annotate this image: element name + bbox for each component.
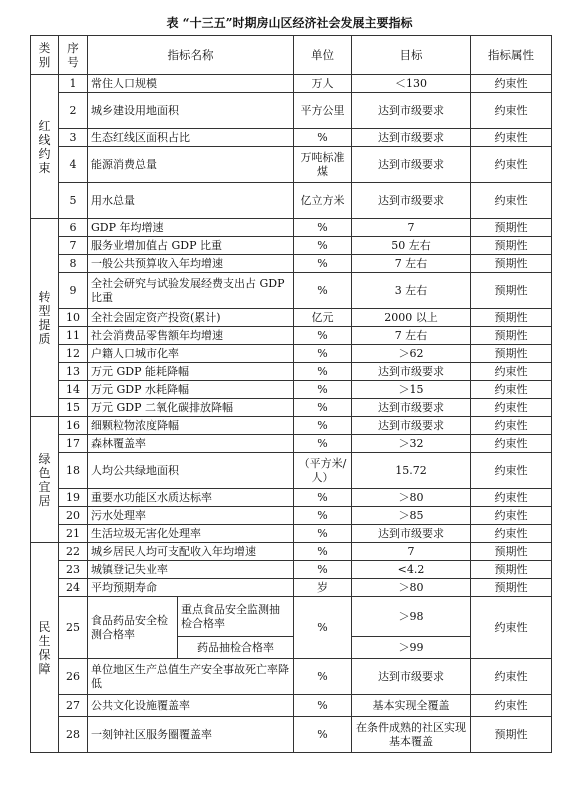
table-row [31,93,552,129]
attr-cell: 约束性 [471,489,552,507]
name-cell: 污水处理率 [88,507,294,525]
name-cell: 能源消费总量 [88,147,294,183]
seq-cell: 9 [59,273,88,309]
table-row [31,579,552,597]
table-row [31,659,552,695]
seq-cell: 21 [59,525,88,543]
target-cell: ＞80 [352,579,471,597]
name-cell: 公共文化设施覆盖率 [88,695,294,717]
name-cell: 万元 GDP 二氧化碳排放降幅 [88,399,294,417]
table-row [31,695,552,717]
target-cell: ＞98 [352,597,471,637]
table-row [31,327,552,345]
table-row [31,273,552,309]
sub-name-cell: 重点食品安全监测抽检合格率 [178,597,294,637]
unit-cell: % [294,435,352,453]
table-row [31,381,552,399]
unit-cell: （平方米/人） [294,453,352,489]
target-cell: ＞15 [352,381,471,399]
category-cell: 红线约束 [31,75,59,219]
attr-cell: 预期性 [471,255,552,273]
header-unit: 单位 [294,36,352,75]
name-cell: 户籍人口城市化率 [88,345,294,363]
target-cell: 达到市级要求 [352,659,471,695]
seq-cell: 19 [59,489,88,507]
attr-cell: 约束性 [471,435,552,453]
target-cell: 7 [352,543,471,561]
name-cell: 用水总量 [88,183,294,219]
name-cell: 社会消费品零售额年均增速 [88,327,294,345]
attr-cell: 约束性 [471,399,552,417]
attr-cell: 约束性 [471,507,552,525]
table-body [31,75,552,753]
attr-cell: 约束性 [471,695,552,717]
table-row [31,75,552,93]
unit-cell: 万人 [294,75,352,93]
seq-cell: 24 [59,579,88,597]
unit-cell: 亿元 [294,309,352,327]
unit-cell: % [294,399,352,417]
header-target: 目标 [352,36,471,75]
table-row [31,255,552,273]
unit-cell: 亿立方米 [294,183,352,219]
target-cell: <4.2 [352,561,471,579]
target-cell: 达到市级要求 [352,93,471,129]
unit-cell: % [294,381,352,399]
attr-cell: 预期性 [471,219,552,237]
seq-cell: 17 [59,435,88,453]
seq-cell: 23 [59,561,88,579]
seq-cell: 20 [59,507,88,525]
target-cell: 在条件成熟的社区实现基本覆盖 [352,717,471,753]
seq-cell: 7 [59,237,88,255]
seq-cell: 5 [59,183,88,219]
attr-cell: 预期性 [471,273,552,309]
table-row [31,597,552,637]
unit-cell: % [294,543,352,561]
unit-cell: % [294,273,352,309]
target-cell: ＞80 [352,489,471,507]
seq-cell: 11 [59,327,88,345]
target-cell: 达到市级要求 [352,363,471,381]
seq-cell: 26 [59,659,88,695]
name-cell: 食品药品安全检测合格率 [88,597,178,659]
target-cell: 50 左右 [352,237,471,255]
table-row [31,417,552,435]
seq-cell: 28 [59,717,88,753]
category-cell: 绿色宜居 [31,417,59,543]
unit-cell: % [294,363,352,381]
unit-cell: 万吨标准煤 [294,147,352,183]
target-cell: 15.72 [352,453,471,489]
table-row [31,345,552,363]
attr-cell: 约束性 [471,381,552,399]
seq-cell: 22 [59,543,88,561]
indicators-table [30,35,552,753]
table-row [31,489,552,507]
table-row [31,717,552,753]
name-cell: 重要水功能区水质达标率 [88,489,294,507]
attr-cell: 预期性 [471,717,552,753]
unit-cell: % [294,507,352,525]
attr-cell: 约束性 [471,453,552,489]
table-row [31,237,552,255]
attr-cell: 预期性 [471,543,552,561]
unit-cell: % [294,695,352,717]
name-cell: 平均预期寿命 [88,579,294,597]
name-cell: 生活垃圾无害化处理率 [88,525,294,543]
target-cell: ＞99 [352,637,471,659]
seq-cell: 18 [59,453,88,489]
table-row [31,183,552,219]
target-cell: 达到市级要求 [352,399,471,417]
seq-cell: 2 [59,93,88,129]
name-cell: 城镇登记失业率 [88,561,294,579]
attr-cell: 预期性 [471,309,552,327]
unit-cell: % [294,597,352,659]
seq-cell: 15 [59,399,88,417]
unit-cell: % [294,417,352,435]
attr-cell: 预期性 [471,345,552,363]
header-category: 类别 [31,36,59,75]
attr-cell: 约束性 [471,183,552,219]
table-row [31,543,552,561]
unit-cell: % [294,489,352,507]
name-cell: 森林覆盖率 [88,435,294,453]
seq-cell: 16 [59,417,88,435]
attr-cell: 约束性 [471,525,552,543]
attr-cell: 约束性 [471,597,552,659]
unit-cell: % [294,717,352,753]
unit-cell: % [294,561,352,579]
attr-cell: 约束性 [471,363,552,381]
target-cell: 2000 以上 [352,309,471,327]
table-row [31,363,552,381]
unit-cell: % [294,345,352,363]
attr-cell: 约束性 [471,659,552,695]
attr-cell: 约束性 [471,417,552,435]
name-cell: GDP 年均增速 [88,219,294,237]
target-cell: ＞85 [352,507,471,525]
target-cell: ＞32 [352,435,471,453]
unit-cell: % [294,525,352,543]
unit-cell: % [294,659,352,695]
seq-cell: 13 [59,363,88,381]
attr-cell: 预期性 [471,237,552,255]
table-row [31,219,552,237]
category-cell: 转型提质 [31,219,59,417]
table-row [31,309,552,327]
target-cell: ＞62 [352,345,471,363]
attr-cell: 约束性 [471,75,552,93]
target-cell: 7 [352,219,471,237]
attr-cell: 约束性 [471,129,552,147]
unit-cell: % [294,237,352,255]
attr-cell: 约束性 [471,147,552,183]
name-cell: 单位地区生产总值生产安全事故死亡率降低 [88,659,294,695]
name-cell: 人均公共绿地面积 [88,453,294,489]
name-cell: 全社会固定资产投资(累计) [88,309,294,327]
table-row [31,453,552,489]
seq-cell: 12 [59,345,88,363]
target-cell: 基本实现全覆盖 [352,695,471,717]
seq-cell: 4 [59,147,88,183]
unit-cell: % [294,327,352,345]
seq-cell: 14 [59,381,88,399]
seq-cell: 3 [59,129,88,147]
table-row [31,129,552,147]
header-name: 指标名称 [88,36,294,75]
seq-cell: 8 [59,255,88,273]
target-cell: 3 左右 [352,273,471,309]
unit-cell: % [294,129,352,147]
header-seq: 序号 [59,36,88,75]
name-cell: 细颗粒物浓度降幅 [88,417,294,435]
header-attr: 指标属性 [471,36,552,75]
target-cell: 达到市级要求 [352,129,471,147]
name-cell: 万元 GDP 能耗降幅 [88,363,294,381]
target-cell: 达到市级要求 [352,147,471,183]
unit-cell: 岁 [294,579,352,597]
attr-cell: 预期性 [471,327,552,345]
name-cell: 一般公共预算收入年均增速 [88,255,294,273]
table-row [31,507,552,525]
table-row [31,435,552,453]
name-cell: 城乡建设用地面积 [88,93,294,129]
seq-cell: 27 [59,695,88,717]
target-cell: 达到市级要求 [352,183,471,219]
name-cell: 全社会研究与试验发展经费支出占 GDP 比重 [88,273,294,309]
name-cell: 服务业增加值占 GDP 比重 [88,237,294,255]
name-cell: 城乡居民人均可支配收入年均增速 [88,543,294,561]
attr-cell: 约束性 [471,93,552,129]
table-row [31,399,552,417]
seq-cell: 25 [59,597,88,659]
category-cell: 民生保障 [31,543,59,753]
seq-cell: 6 [59,219,88,237]
unit-cell: 平方公里 [294,93,352,129]
target-cell: ＜130 [352,75,471,93]
name-cell: 一刻钟社区服务圈覆盖率 [88,717,294,753]
target-cell: 达到市级要求 [352,525,471,543]
name-cell: 万元 GDP 水耗降幅 [88,381,294,399]
unit-cell: % [294,219,352,237]
attr-cell: 预期性 [471,561,552,579]
unit-cell: % [294,255,352,273]
sub-name-cell: 药品抽检合格率 [178,637,294,659]
attr-cell: 预期性 [471,579,552,597]
seq-cell: 10 [59,309,88,327]
target-cell: 7 左右 [352,327,471,345]
target-cell: 达到市级要求 [352,417,471,435]
table-row [31,561,552,579]
seq-cell: 1 [59,75,88,93]
page-title: 表 “十三五”时期房山区经济社会发展主要指标 [166,16,413,30]
name-cell: 常住人口规模 [88,75,294,93]
name-cell: 生态红线区面积占比 [88,129,294,147]
table-row [31,147,552,183]
table-header-row [31,36,552,75]
table-row [31,525,552,543]
target-cell: 7 左右 [352,255,471,273]
